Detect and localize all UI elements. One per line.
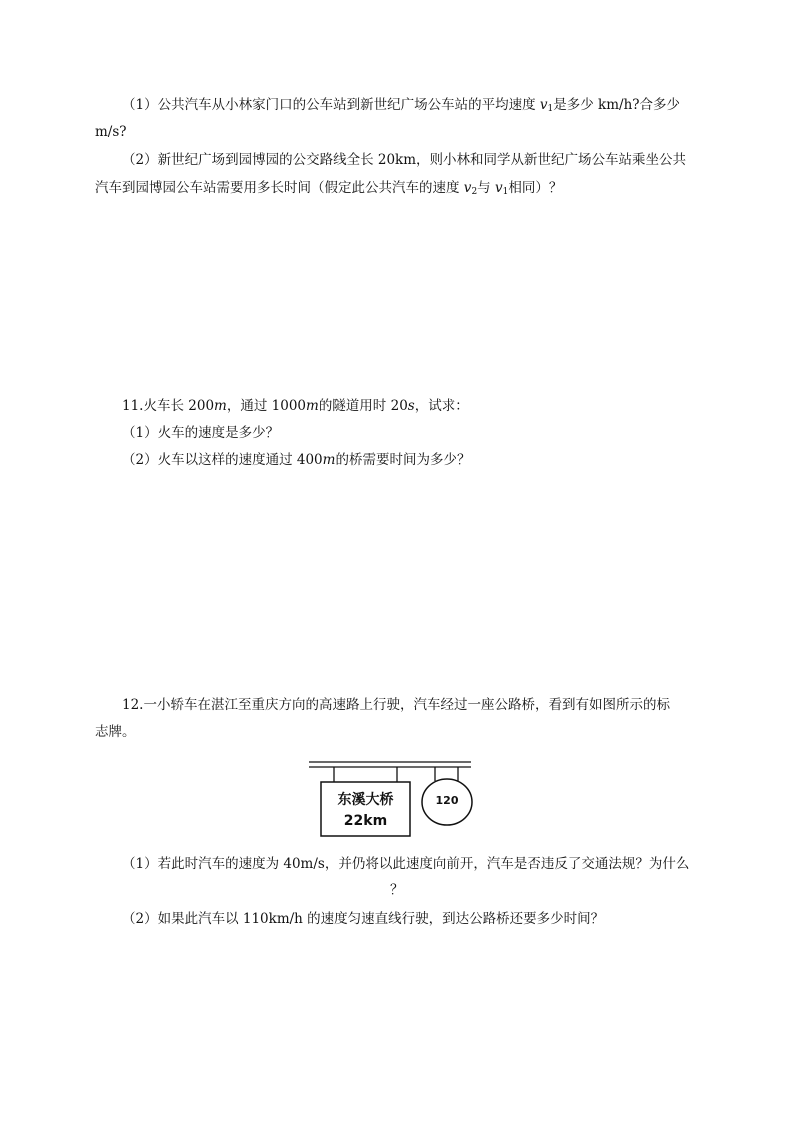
q10-p2-text-b: 汽车到园博园公车站需要用多长时间（假定此公共汽车的速度 (95, 180, 464, 196)
q10-p2-text-c: 与 (477, 180, 495, 196)
q12-part2: （2）如果此汽车以 110km/h 的速度匀速直线行驶，到达公路桥还要多少时间？ (122, 911, 605, 927)
speed-limit-value: 120 (435, 794, 459, 807)
unit-m-1: m (214, 398, 227, 414)
q10-part2-line1: （2）新世纪广场到园博园的公交路线全长 20km，则小林和同学从新世纪广场公车站乘坐公共 (122, 152, 687, 168)
q11-stem-d: ，试求： (414, 398, 469, 414)
sub-1b: 1 (502, 187, 509, 197)
var-v2: v (463, 180, 472, 196)
q10-part2-line2 (95, 179, 562, 201)
q10-p1-text-a: （1）公共汽车从小林家门口的公车站到新世纪广场公车站的平均速度 (122, 97, 540, 113)
q11-stem-c: 的隧道用时 20 (318, 398, 408, 414)
q11-stem-b: ，通过 1000 (226, 398, 306, 414)
q10-p1-text-b: 是多少 km/h?合多少 (553, 97, 681, 113)
q11-stem (122, 397, 469, 415)
q11-p2-b: 的桥需要时间为多少？ (335, 452, 471, 468)
unit-m-3: m (322, 452, 336, 468)
q11-part1: （1）火车的速度是多少？ (122, 425, 280, 441)
q10-part1-line1 (122, 96, 680, 118)
sign-distance: 22km (343, 813, 388, 829)
q10-part1-line2: m/s? (95, 124, 127, 140)
q12-stem-line1: 12.一小轿车在湛江至重庆方向的高速路上行驶，汽车经过一座公路桥，看到有如图所示的标 (122, 697, 670, 713)
sub-2: 2 (471, 187, 478, 197)
unit-s: s (407, 398, 415, 414)
sign-bridge-name: 东溪大桥 (337, 792, 394, 808)
sub-1: 1 (547, 104, 554, 114)
q12-part1-line1: （1）若此时汽车的速度为 40m/s，并仍将以此速度向前开，汽车是否违反了交通法规？为什么 (122, 856, 690, 872)
road-sign-figure (305, 758, 475, 842)
q11-stem-a: 11.火车长 200 (122, 398, 215, 414)
var-v1: v (539, 97, 548, 113)
q11-part2 (122, 451, 470, 469)
q12-stem-line2: 志牌。 (95, 724, 136, 740)
q12-part1-line2: ？ (390, 882, 404, 898)
unit-m-2: m (306, 398, 319, 414)
q10-p2-text-d: 相同）？ (508, 180, 563, 196)
var-v1b: v (494, 180, 503, 196)
q11-p2-a: （2）火车以这样的速度通过 400 (122, 452, 323, 468)
